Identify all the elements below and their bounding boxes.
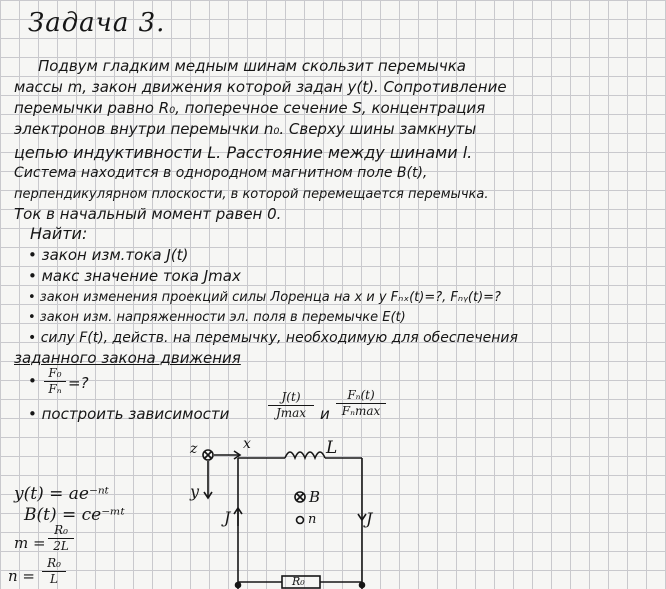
x-axis-label: x (243, 436, 251, 452)
inductor-label: L (326, 438, 338, 458)
ratio-suffix: =? (68, 374, 89, 392)
problem-line: цепью индуктивности L. Расстояние между шинами l. (14, 143, 473, 162)
m-numerator: R₀ (48, 523, 74, 539)
normal-letter: n (308, 512, 317, 527)
find-item: • силу F(t), действ. на перемычку, необходимую для обеспечения (28, 330, 518, 346)
b-field-letter: B (309, 488, 321, 506)
find-item: • закон изм.тока J(t) (28, 246, 189, 264)
problem-line: Система находится в однородном магнитном поле B(t), (14, 165, 428, 181)
find-item: • закон изменения проекций силы Лоренца на x и y Fₙₓ(t)=?, Fₙᵧ(t)=? (28, 290, 501, 305)
z-axis-label: z (190, 441, 198, 457)
problem-line: Ток в начальный момент равен 0. (14, 205, 282, 223)
m-denominator: 2L (53, 539, 69, 553)
plot-fraction-den: Fₙmax (341, 404, 381, 418)
m-lhs: m = (14, 534, 46, 552)
inductor-coil (285, 452, 325, 458)
problem-line: массы m, закон движения которой задан y(t). Сопротивление (14, 78, 507, 96)
y-law: y(t) = ae⁻ⁿᵗ (14, 484, 110, 504)
ratio-denominator: Fₙ (48, 382, 62, 396)
problem-line: Подвум гладким медным шинам скользит перемычка (38, 57, 466, 75)
problem-line: перемычки равно R₀, поперечное сечение S, концентрация (14, 99, 486, 117)
n-lhs: n = (8, 567, 35, 585)
y-axis-label: y (190, 482, 200, 501)
plot-conj: и (320, 405, 330, 423)
current-right-label: J (366, 509, 373, 528)
n-denominator: L (50, 572, 58, 586)
plot-text: • построить зависимости (28, 405, 230, 423)
current-left-label: J (224, 508, 231, 527)
n-numerator: R₀ (42, 556, 66, 572)
find-item: заданного закона движения (14, 349, 241, 367)
plot-fraction-den: Jmax (275, 406, 307, 420)
problem-title: Задача 3. (28, 8, 166, 38)
resistor-label: R₀ (292, 575, 305, 588)
ratio-numerator: F₀ (44, 366, 66, 382)
plot-fraction-num: J(t) (268, 390, 314, 406)
find-item: • закон изм. напряженности эл. поля в перемычке E(t) (28, 310, 406, 325)
find-item: • макс значение тока Jmax (28, 267, 241, 285)
plot-fraction-num: Fₙ(t) (336, 388, 386, 404)
ratio-bullet: • (28, 372, 37, 390)
problem-line: электронов внутри перемычки n₀. Сверху шины замкнуты (14, 120, 477, 138)
problem-line: перпендикулярном плоскости, в которой перемещается перемычка. (14, 187, 489, 202)
find-heading: Найти: (30, 224, 88, 243)
b-law: B(t) = ce⁻ᵐᵗ (24, 505, 125, 525)
